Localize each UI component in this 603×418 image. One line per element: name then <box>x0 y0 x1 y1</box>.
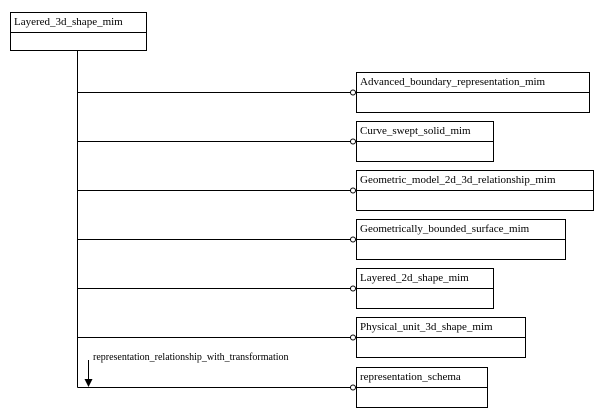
reference-label: representation_relationship_with_transformation <box>93 352 289 363</box>
root-schema-box[interactable] <box>10 12 147 51</box>
use-link-end-2 <box>351 188 356 193</box>
reference-arrow-head <box>85 379 93 387</box>
schema-title-curve-swept-solid: Curve_swept_solid_mim <box>357 122 493 142</box>
use-link-end-1 <box>351 139 356 144</box>
use-link-end-6 <box>351 385 356 390</box>
use-link-end-4 <box>351 286 356 291</box>
schema-box-geometrically-bounded-surface[interactable] <box>356 219 566 260</box>
schema-box-geometric-model-2d-3d[interactable] <box>356 170 594 211</box>
schema-title-layered-2d-shape: Layered_2d_shape_mim <box>357 269 493 289</box>
schema-box-curve-swept-solid[interactable] <box>356 121 494 162</box>
schema-box-advanced-boundary[interactable] <box>356 72 590 113</box>
use-link-end-3 <box>351 237 356 242</box>
schema-box-layered-2d-shape[interactable] <box>356 268 494 309</box>
schema-box-physical-unit-3d-shape[interactable] <box>356 317 526 358</box>
use-link-end-5 <box>351 335 356 340</box>
schema-title-advanced-boundary: Advanced_boundary_representation_mim <box>357 73 589 93</box>
schema-title-geometrically-bounded-surface: Geometrically_bounded_surface_mim <box>357 220 565 240</box>
root-schema-title: Layered_3d_shape_mim <box>11 13 146 33</box>
schema-title-physical-unit-3d-shape: Physical_unit_3d_shape_mim <box>357 318 525 338</box>
use-link-end-0 <box>351 90 356 95</box>
schema-title-geometric-model-2d-3d: Geometric_model_2d_3d_relationship_mim <box>357 171 593 191</box>
schema-title-representation-schema: representation_schema <box>357 368 487 388</box>
schema-box-representation-schema[interactable] <box>356 367 488 408</box>
